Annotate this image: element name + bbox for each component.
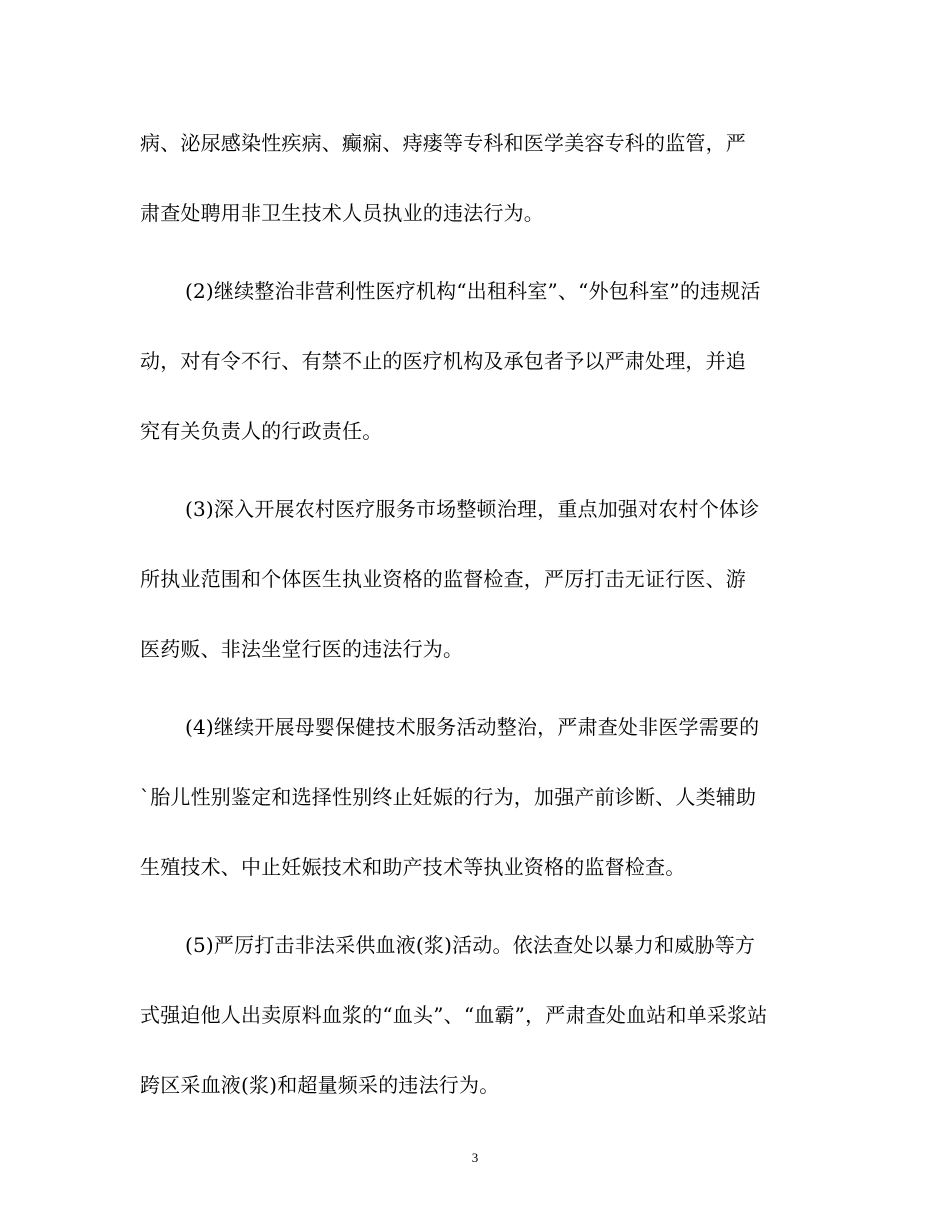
text-line: `胎儿性别鉴定和选择性别终止妊娠的行为，加强产前诊断、人类辅助 [140, 785, 757, 809]
paragraph-5-start: (5)严厉打击非法采供血液(浆)活动。依法查处以暴力和威胁等方 [185, 933, 756, 957]
text-line: 究有关负责人的行政责任。 [140, 419, 383, 443]
paragraph-3-start: (3)深入开展农村医疗服务市场整顿治理，重点加强对农村个体诊 [185, 497, 760, 521]
text-line: 所执业范围和个体医生执业资格的监督检查，严厉打击无证行医、游 [140, 567, 746, 591]
text-line: 动，对有令不行、有禁不止的医疗机构及承包者予以严肃处理，并追 [140, 349, 746, 373]
paragraph-4-start: (4)继续开展母婴保健技术服务活动整治，严肃查处非医学需要的 [185, 715, 760, 739]
text-line: 肃查处聘用非卫生技术人员执业的违法行为。 [140, 201, 544, 225]
text-line: 生殖技术、中止妊娠技术和助产技术等执业资格的监督检查。 [140, 855, 686, 879]
page-number: 3 [471, 1150, 479, 1165]
text-line: 病、泌尿感染性疾病、癫痫、痔瘘等专科和医学美容专科的监管，严 [140, 131, 746, 155]
text-line: 式强迫他人出卖原料血浆的“血头”、“血霸”，严肃查处血站和单采浆站 [140, 1003, 768, 1027]
text-line: 跨区采血液(浆)和超量频采的违法行为。 [140, 1073, 500, 1097]
text-line: 医药贩、非法坐堂行医的违法行为。 [140, 637, 464, 661]
paragraph-2-start: (2)继续整治非营利性医疗机构“出租科室”、“外包科室”的违规活 [185, 279, 761, 303]
